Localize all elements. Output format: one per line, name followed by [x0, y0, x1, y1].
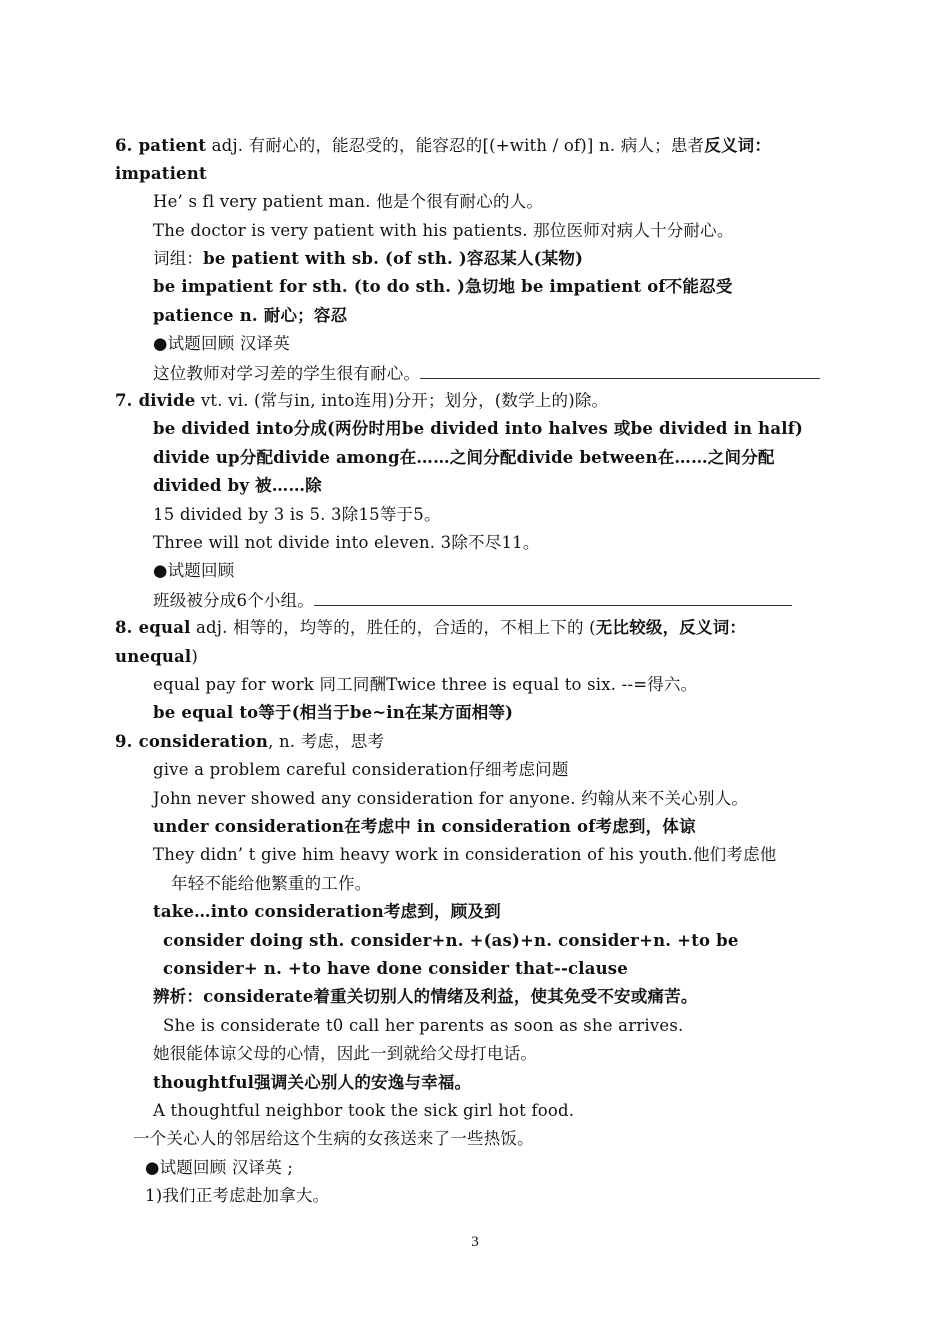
- text-segment: consider doing sth. consider+n. +(as)+n. consider+n. +to be: [163, 931, 739, 950]
- text-segment: vt. vi. (常与in, into连用)分开；划分，(数学上的)除。: [195, 391, 609, 410]
- text-segment: be patient with sb. (of sth. )容忍某人(某物): [203, 249, 584, 268]
- text-segment: 年轻不能给他繁重的工作。: [171, 874, 372, 893]
- text-line: [153, 673, 697, 697]
- text-line: [153, 787, 748, 811]
- text-line: [153, 190, 543, 214]
- text-segment: He’ s fl very patient man. 他是个很有耐心的人。: [153, 192, 544, 211]
- text-line: [153, 304, 347, 328]
- text-segment: She is considerate t0 call her parents as soon as she arrives.: [163, 1016, 684, 1035]
- text-segment: 一个关心人的邻居给这个生病的女孩送来了一些热饭。: [133, 1129, 534, 1148]
- text-segment: The doctor is very patient with his patients. 那位医师对病人十分耐心。: [153, 221, 734, 240]
- text-segment: take…into consideration考虑到，顾及到: [153, 902, 501, 921]
- text-line: [163, 957, 628, 981]
- text-line: [153, 843, 776, 867]
- text-segment: , n. 考虑，思考: [268, 732, 385, 751]
- text-line: [145, 1156, 293, 1180]
- text-segment: ●试题回顾 汉译英: [153, 334, 290, 353]
- text-segment: 6. patient: [115, 136, 207, 155]
- text-line: [163, 929, 739, 953]
- text-segment: ●试题回顾 汉译英 ;: [145, 1158, 294, 1177]
- text-segment: 词组：: [153, 249, 204, 268]
- text-segment: 反义词：: [704, 136, 772, 155]
- text-segment: 无比较级，反义词：: [595, 618, 747, 637]
- text-line: [153, 361, 820, 386]
- answer-blank[interactable]: [314, 588, 792, 606]
- text-segment: thoughtful强调关心别人的安逸与幸福。: [153, 1073, 472, 1092]
- text-line: [153, 503, 441, 527]
- text-line: [153, 474, 322, 498]
- text-line: [115, 730, 384, 754]
- text-line: [115, 645, 198, 669]
- text-segment: 班级被分成6个小组。: [153, 591, 314, 610]
- text-line: [153, 1071, 471, 1095]
- text-line: [115, 389, 608, 413]
- text-segment: 15 divided by 3 is 5. 3除15等于5。: [153, 505, 441, 524]
- text-segment: be equal to等于(相当于be~in在某方面相等): [153, 703, 514, 722]
- text-line: [115, 616, 746, 640]
- text-line: [153, 758, 569, 782]
- text-line: [115, 134, 771, 158]
- page-number: 3: [471, 1234, 479, 1250]
- text-segment: A thoughtful neighbor took the sick girl hot food.: [153, 1101, 575, 1120]
- text-line: [171, 872, 371, 896]
- text-segment: adj. 相等的，均等的，胜任的，合适的，不相上下的 (: [190, 618, 596, 637]
- text-line: [153, 275, 733, 299]
- text-segment: 这位教师对学习差的学生很有耐心。: [153, 364, 421, 383]
- text-segment: 7. divide: [115, 391, 196, 410]
- text-line: [145, 1184, 329, 1208]
- text-line: [153, 219, 734, 243]
- text-segment: under consideration在考虑中 in consideration of考虑到，体谅: [153, 817, 696, 836]
- text-segment: be impatient for sth. (to do sth. )急切地 be impatient of不能忍受: [153, 277, 733, 296]
- text-segment: ): [191, 647, 199, 666]
- text-segment: divided by 被……除: [153, 476, 322, 495]
- text-line: [153, 559, 234, 583]
- text-line: [153, 701, 513, 725]
- text-segment: They didn’ t give him heavy work in consideration of his youth.他们考虑他: [153, 845, 777, 864]
- text-line: [153, 417, 803, 441]
- text-segment: adj. 有耐心的，能忍受的，能容忍的[(+with / of)] n. 病人；患者: [206, 136, 705, 155]
- text-segment: unequal: [115, 647, 192, 666]
- text-segment: impatient: [115, 164, 207, 183]
- text-segment: 8. equal: [115, 618, 191, 637]
- text-line: [153, 531, 540, 555]
- text-segment: Three will not divide into eleven. 3除不尽11。: [153, 533, 540, 552]
- text-segment: patience n. 耐心；容忍: [153, 306, 348, 325]
- text-segment: 1)我们正考虑赴加拿大。: [145, 1186, 330, 1205]
- text-segment: divide up分配divide among在……之间分配divide between在……之间分配: [153, 448, 775, 467]
- text-segment: 辨析：considerate着重关切别人的情绪及利益，使其免受不安或痛苦。: [153, 987, 698, 1006]
- text-line: [153, 1099, 574, 1123]
- text-segment: 9. consideration: [115, 732, 269, 751]
- text-line: [153, 588, 792, 613]
- text-line: [133, 1127, 534, 1151]
- text-segment: be divided into分成(两份时用be divided into halves 或be divided in half): [153, 419, 804, 438]
- text-line: [153, 815, 696, 839]
- text-segment: John never showed any consideration for anyone. 约翰从来不关心别人。: [153, 789, 749, 808]
- text-segment: equal pay for work 同工同酬Twice three is equal to six. --=得六。: [153, 675, 698, 694]
- text-segment: ●试题回顾: [153, 561, 235, 580]
- text-line: [153, 332, 290, 356]
- text-segment: 她很能体谅父母的心情，因此一到就给父母打电话。: [153, 1044, 538, 1063]
- text-line: [153, 446, 775, 470]
- text-line: [153, 985, 698, 1009]
- text-line: [163, 1014, 683, 1038]
- text-segment: consider+ n. +to have done consider that--clause: [163, 959, 628, 978]
- text-line: [153, 1042, 537, 1066]
- answer-blank[interactable]: [420, 361, 820, 379]
- text-segment: give a problem careful consideration仔细考虑问题: [153, 760, 569, 779]
- text-line: [115, 162, 207, 186]
- text-line: [153, 900, 501, 924]
- text-line: [153, 247, 583, 271]
